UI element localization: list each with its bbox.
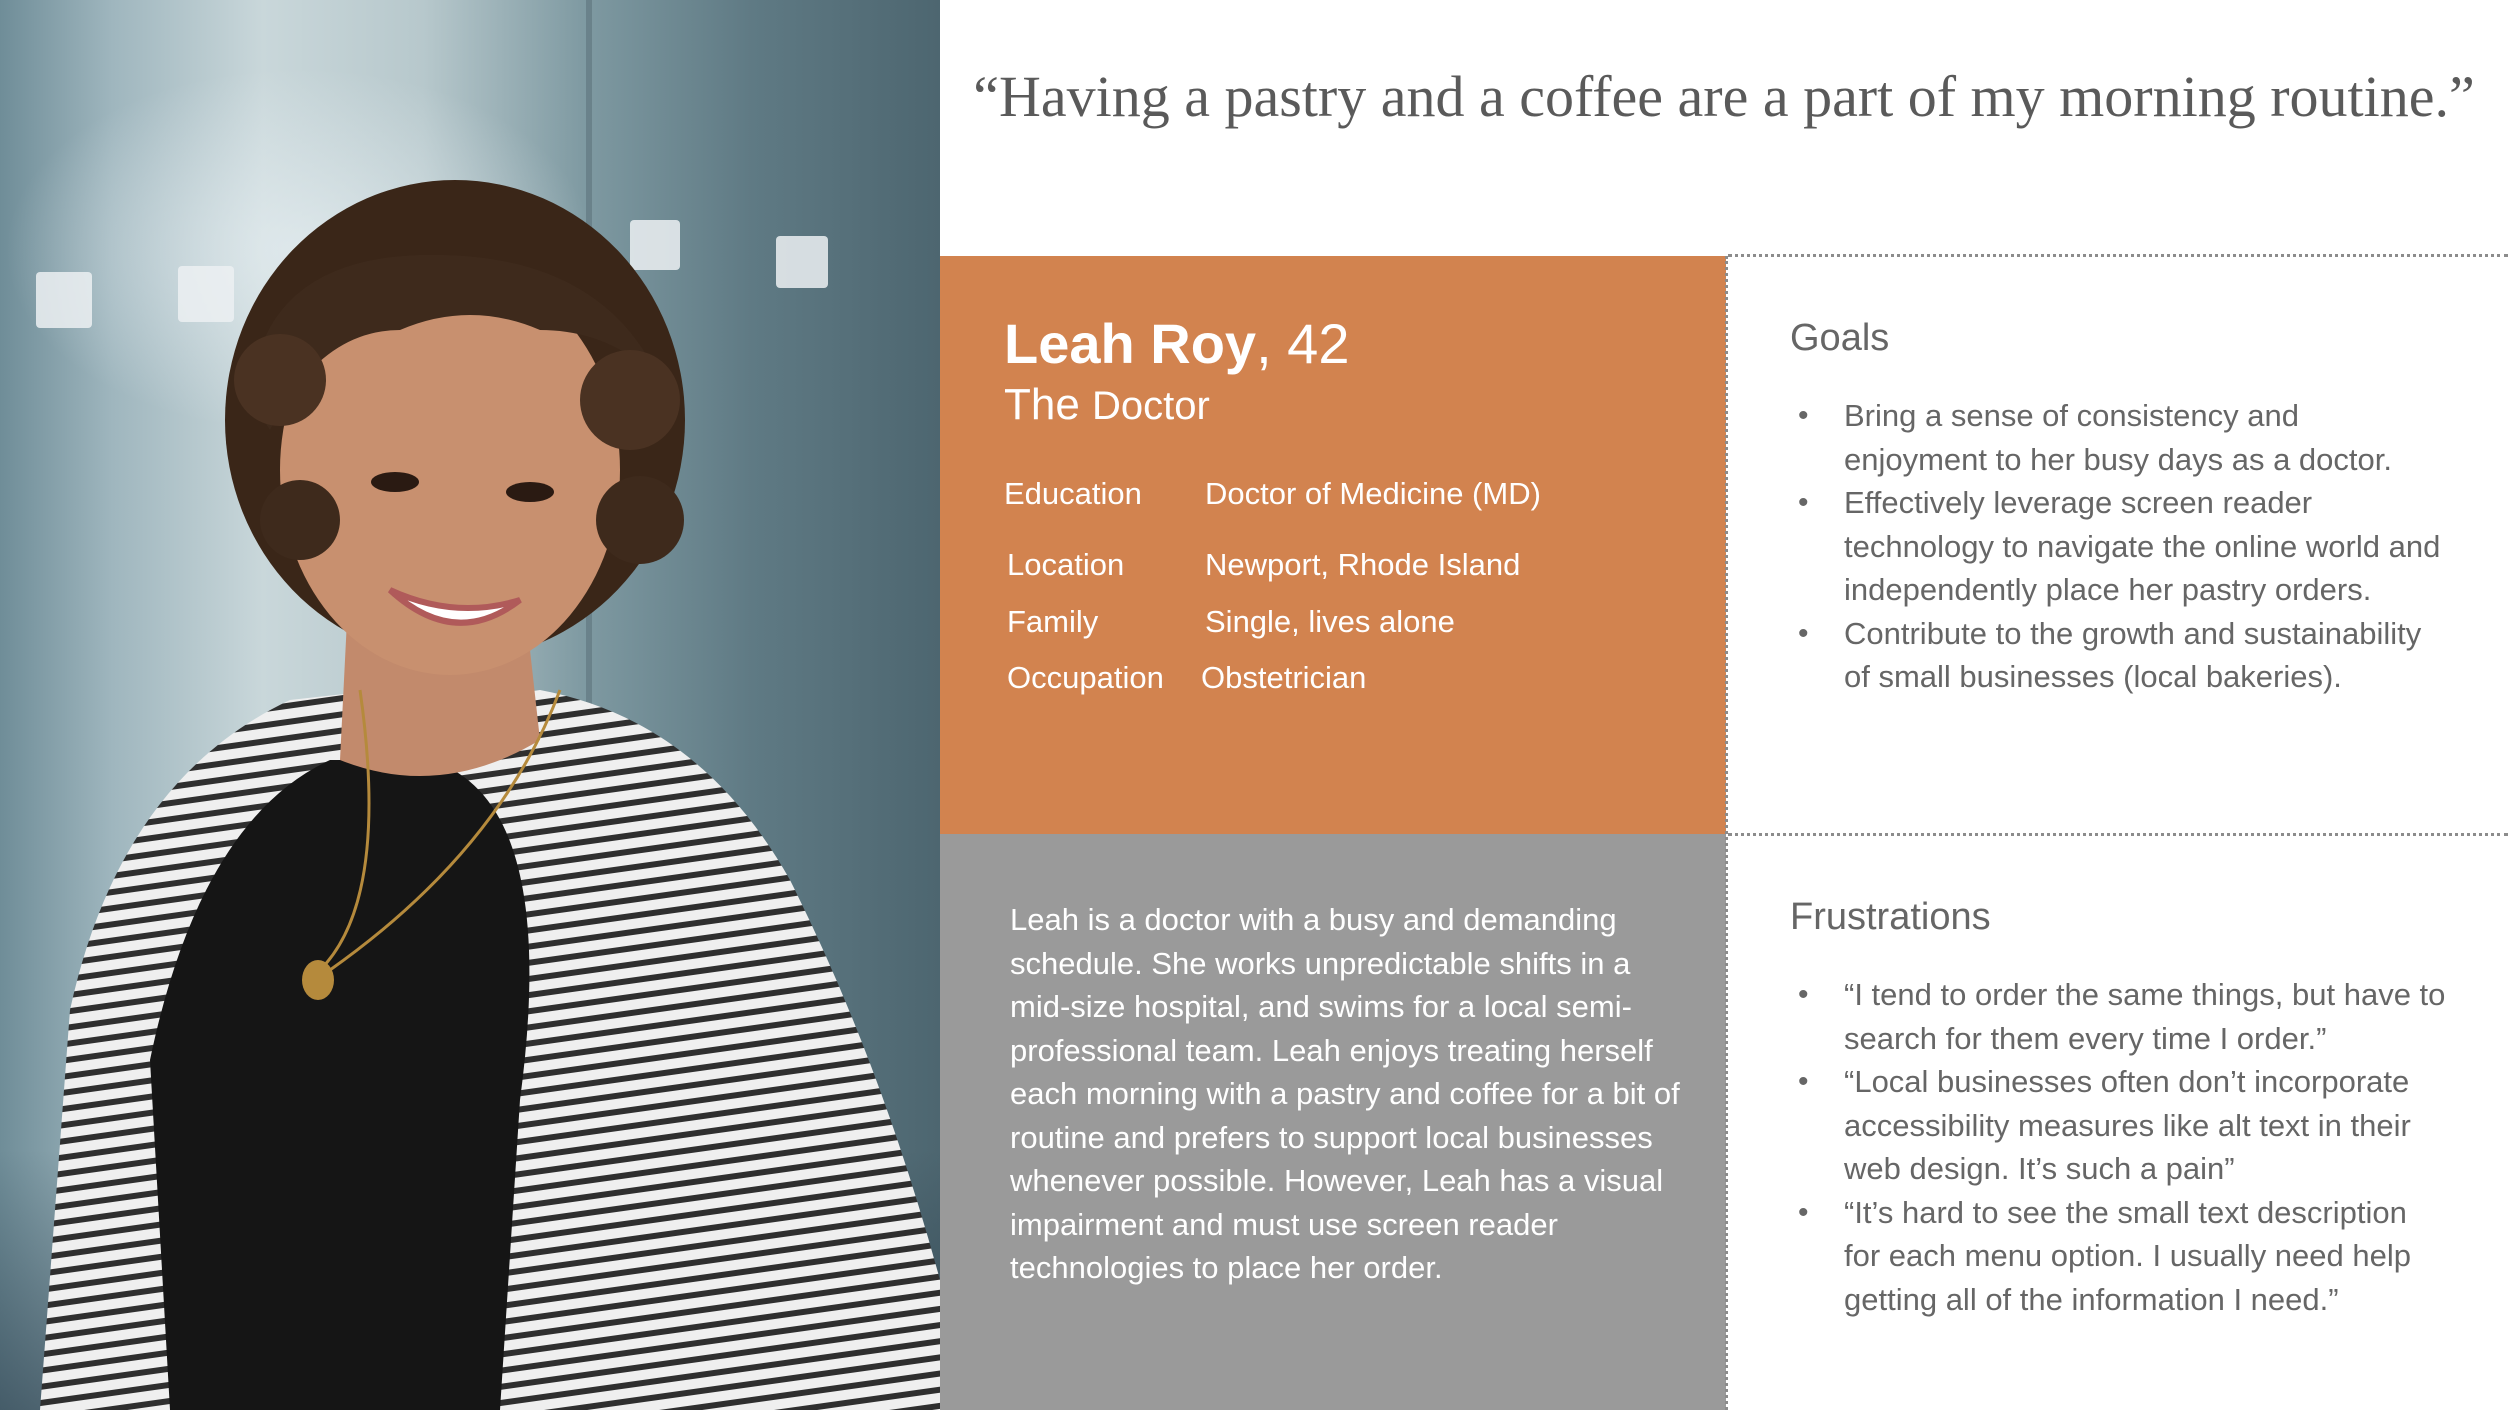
frustrations-item-text: “It’s hard to see the small text description for each menu option. I usually need help getting all of the information I need.” [1844, 1194, 2411, 1317]
goals-item [1790, 394, 2450, 481]
divider-top [1728, 254, 2508, 257]
goals-item [1790, 612, 2450, 699]
frustrations-item-text: “I tend to order the same things, but have to search for them every time I order.” [1844, 977, 2446, 1056]
fact-value: Single, lives alone [1205, 604, 1455, 639]
persona-name-line [1004, 312, 1349, 376]
bullet-icon: • [1798, 1195, 1809, 1229]
fact-label: Location [1007, 547, 1125, 582]
frustrations-item [1790, 973, 2450, 1060]
fact-label: Education [1004, 476, 1142, 511]
divider-vertical [1725, 256, 1728, 1410]
persona-quote: “Having a pastry and a coffee are a part of my morning routine.” [973, 64, 2475, 129]
persona-bio-card [940, 834, 1726, 1410]
frustrations-title: Frustrations [1790, 896, 1991, 938]
goals-section [1790, 318, 2470, 778]
frustrations-item-text: “Local businesses often don’t incorporate accessibility measures like alt text in their web design. It’s such a pain” [1844, 1064, 2411, 1186]
bullet-icon: • [1798, 616, 1809, 650]
divider-middle [1728, 833, 2508, 836]
goals-item-text: Bring a sense of consistency and enjoyment to her busy days as a doctor. [1844, 398, 2392, 477]
persona-illustration [0, 0, 940, 1410]
bullet-icon: • [1798, 399, 1809, 432]
fact-value: Newport, Rhode Island [1205, 547, 1521, 582]
goals-item-text: Contribute to the growth and sustainability of small businesses (local bakeries). [1844, 615, 2422, 694]
goals-title: Goals [1790, 317, 1890, 359]
persona-role-line [1004, 380, 1210, 431]
fact-value: Obstetrician [1201, 660, 1367, 695]
persona-name: Leah Roy [1004, 312, 1257, 375]
fact-value: Doctor of Medicine (MD) [1205, 476, 1541, 511]
persona-age: , 42 [1256, 312, 1350, 375]
bullet-icon: • [1798, 1065, 1809, 1098]
persona-bio-text: Leah is a doctor with a busy and demanding schedule. She works unpredictable shifts in a mid-size hospital, and swims for a local semi-professional team. Leah enjoys treating herself each morning with a pastry and coffee for a bit of routine and prefers to support local businesses whenever possible. However, Leah has a visual impairment and must use screen reader technologies to place her order. [1010, 902, 1680, 1285]
bullet-icon: • [1798, 486, 1809, 519]
fact-label: Occupation [1007, 660, 1164, 695]
persona-role-prefix: The [1004, 380, 1093, 429]
frustrations-item [1790, 1060, 2450, 1191]
goals-list [1790, 394, 2450, 699]
frustrations-section [1790, 897, 2470, 1377]
frustrations-item [1790, 1191, 2450, 1322]
persona-identity-card [940, 256, 1726, 834]
goals-item [1790, 481, 2450, 612]
persona-role: Doctor [1092, 384, 1210, 428]
goals-item-text: Effectively leverage screen reader technology to navigate the online world and independently place her pastry orders. [1844, 485, 2441, 607]
bullet-icon: • [1798, 978, 1809, 1011]
frustrations-list [1790, 973, 2450, 1321]
persona-photo [0, 0, 940, 1410]
pendant-shape [302, 960, 334, 1000]
fact-label: Family [1007, 604, 1099, 639]
